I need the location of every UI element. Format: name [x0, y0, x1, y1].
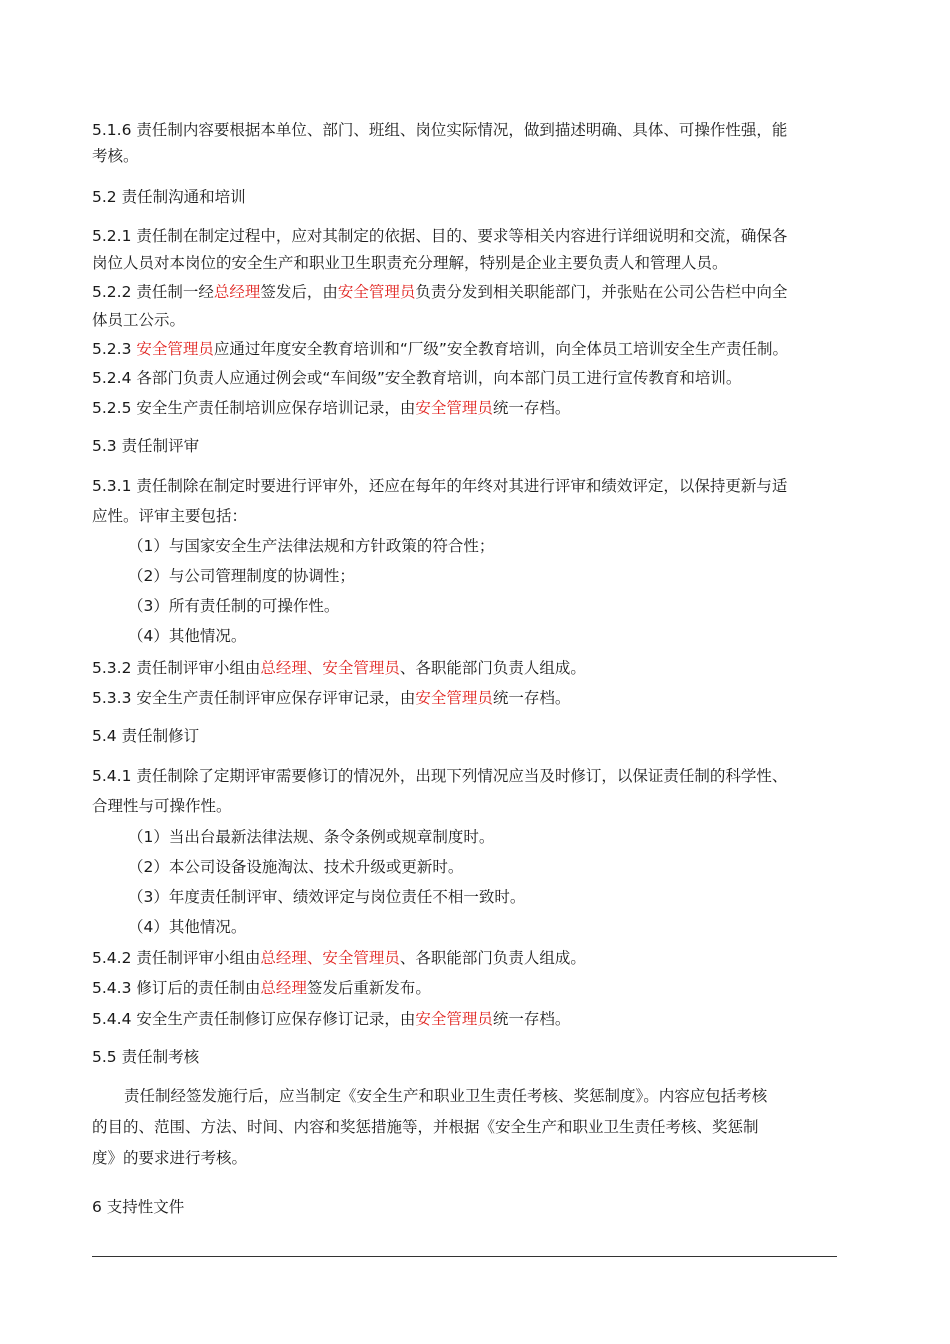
list-item: （2）与公司管理制度的协调性；: [128, 567, 355, 585]
list-item: （1）与国家安全生产法律法规和方针政策的符合性；: [128, 537, 495, 555]
text-segment: 应通过年度安全教育培训和“厂级”安全教育培训，向全体员工培训安全生产责任制。: [213, 340, 788, 358]
paragraph-5-4-2: [92, 948, 586, 968]
list-item: （2）本公司设备设施淘汰、技术升级或更新时。: [128, 858, 464, 876]
heading-5-5: 5.5 责任制考核: [92, 1048, 200, 1066]
text-segment: 5.3.2 责任制评审小组由: [92, 659, 261, 677]
paragraph-5-4-1-line1: 5.4.1 责任制除了定期评审需要修订的情况外，出现下列情况应当及时修订，以保证责任制的科学性、: [92, 767, 788, 785]
paragraph-5-4-4: [92, 1009, 570, 1029]
paragraph-5-3-3: [92, 688, 570, 708]
text-segment: 、各职能部门负责人组成。: [399, 949, 586, 967]
role-highlight: 总经理、安全管理员: [260, 949, 400, 967]
paragraph-5-2-1-line1: 5.2.1 责任制在制定过程中，应对其制定的依据、目的、要求等相关内容进行详细说明和交流，确保各: [92, 227, 788, 245]
paragraph-5-2-2-line2: 体员工公示。: [92, 311, 186, 329]
paragraph-5-5-line2: 的目的、范围、方法、时间、内容和奖惩措施等，并根据《安全生产和职业卫生责任考核、奖惩制: [92, 1118, 759, 1136]
text-segment: 5.2.2 责任制一经: [92, 283, 214, 301]
paragraph-5-1-6-line2: 考核。: [92, 147, 139, 165]
text-segment: 5.2.5 安全生产责任制培训应保存培训记录，由: [92, 399, 416, 417]
role-highlight: 安全管理员: [136, 340, 214, 358]
text-segment: 5.4.3 修订后的责任制由: [92, 979, 261, 997]
paragraph-5-4-3: [92, 978, 431, 998]
paragraph-5-4-1-line2: 合理性与可操作性。: [92, 797, 232, 815]
text-segment: 、各职能部门负责人组成。: [399, 659, 586, 677]
role-highlight: 安全管理员: [337, 283, 416, 301]
list-item: （4）其他情况。: [128, 918, 247, 936]
text-segment: 签发后，由: [260, 283, 338, 301]
paragraph-5-3-2: [92, 658, 586, 678]
role-highlight: 安全管理员: [415, 1010, 493, 1028]
text-segment: 签发后重新发布。: [306, 979, 431, 997]
list-item: （3）所有责任制的可操作性。: [128, 597, 340, 615]
heading-5-4: 5.4 责任制修订: [92, 727, 200, 745]
paragraph-5-2-3: [92, 339, 788, 359]
paragraph-5-1-6-line1: 5.1.6 责任制内容要根据本单位、部门、班组、岗位实际情况，做到描述明确、具体、可操作性强，能: [92, 121, 788, 139]
footer-divider: [92, 1256, 837, 1257]
text-segment: 5.4.2 责任制评审小组由: [92, 949, 261, 967]
list-item: （4）其他情况。: [128, 627, 247, 645]
text-segment: 5.3.3 安全生产责任制评审应保存评审记录，由: [92, 689, 416, 707]
role-highlight: 总经理、安全管理员: [260, 659, 400, 677]
paragraph-5-2-5: [92, 398, 570, 418]
paragraph-5-3-1-line1: 5.3.1 责任制除在制定时要进行评审外，还应在每年的年终对其进行评审和绩效评定，以保持更新与适: [92, 477, 788, 495]
paragraph-5-3-1-line2: 应性。评审主要包括：: [92, 507, 248, 525]
text-segment: 统一存档。: [492, 689, 571, 707]
list-item: （1）当出台最新法律法规、条令条例或规章制度时。: [128, 828, 495, 846]
heading-5-3: 5.3 责任制评审: [92, 437, 200, 455]
heading-5-2: 5.2 责任制沟通和培训: [92, 188, 246, 206]
text-segment: 统一存档。: [492, 1010, 571, 1028]
paragraph-5-2-1-line2: 岗位人员对本岗位的安全生产和职业卫生职责充分理解，特别是企业主要负责人和管理人员。: [92, 254, 728, 272]
role-highlight: 安全管理员: [415, 689, 493, 707]
text-segment: 5.4.4 安全生产责任制修订应保存修订记录，由: [92, 1010, 416, 1028]
paragraph-5-5-line1: 责任制经签发施行后，应当制定《安全生产和职业卫生责任考核、奖惩制度》。内容应包括考核: [124, 1087, 768, 1105]
text-segment: 5.2.3: [92, 340, 137, 358]
paragraph-5-2-4: 5.2.4 各部门负责人应通过例会或“车间级”安全教育培训，向本部门员工进行宣传教育和培训。: [92, 369, 742, 387]
heading-6: 6 支持性文件: [92, 1198, 185, 1216]
role-highlight: 总经理: [260, 979, 307, 997]
text-segment: 负责分发到相关职能部门，并张贴在公司公告栏中向全: [415, 283, 788, 301]
role-highlight: 总经理: [213, 283, 261, 301]
text-segment: 统一存档。: [492, 399, 571, 417]
role-highlight: 安全管理员: [415, 399, 493, 417]
paragraph-5-2-2-line1: [92, 282, 787, 302]
list-item: （3）年度责任制评审、绩效评定与岗位责任不相一致时。: [128, 888, 526, 906]
paragraph-5-5-line3: 度》的要求进行考核。: [92, 1149, 248, 1167]
